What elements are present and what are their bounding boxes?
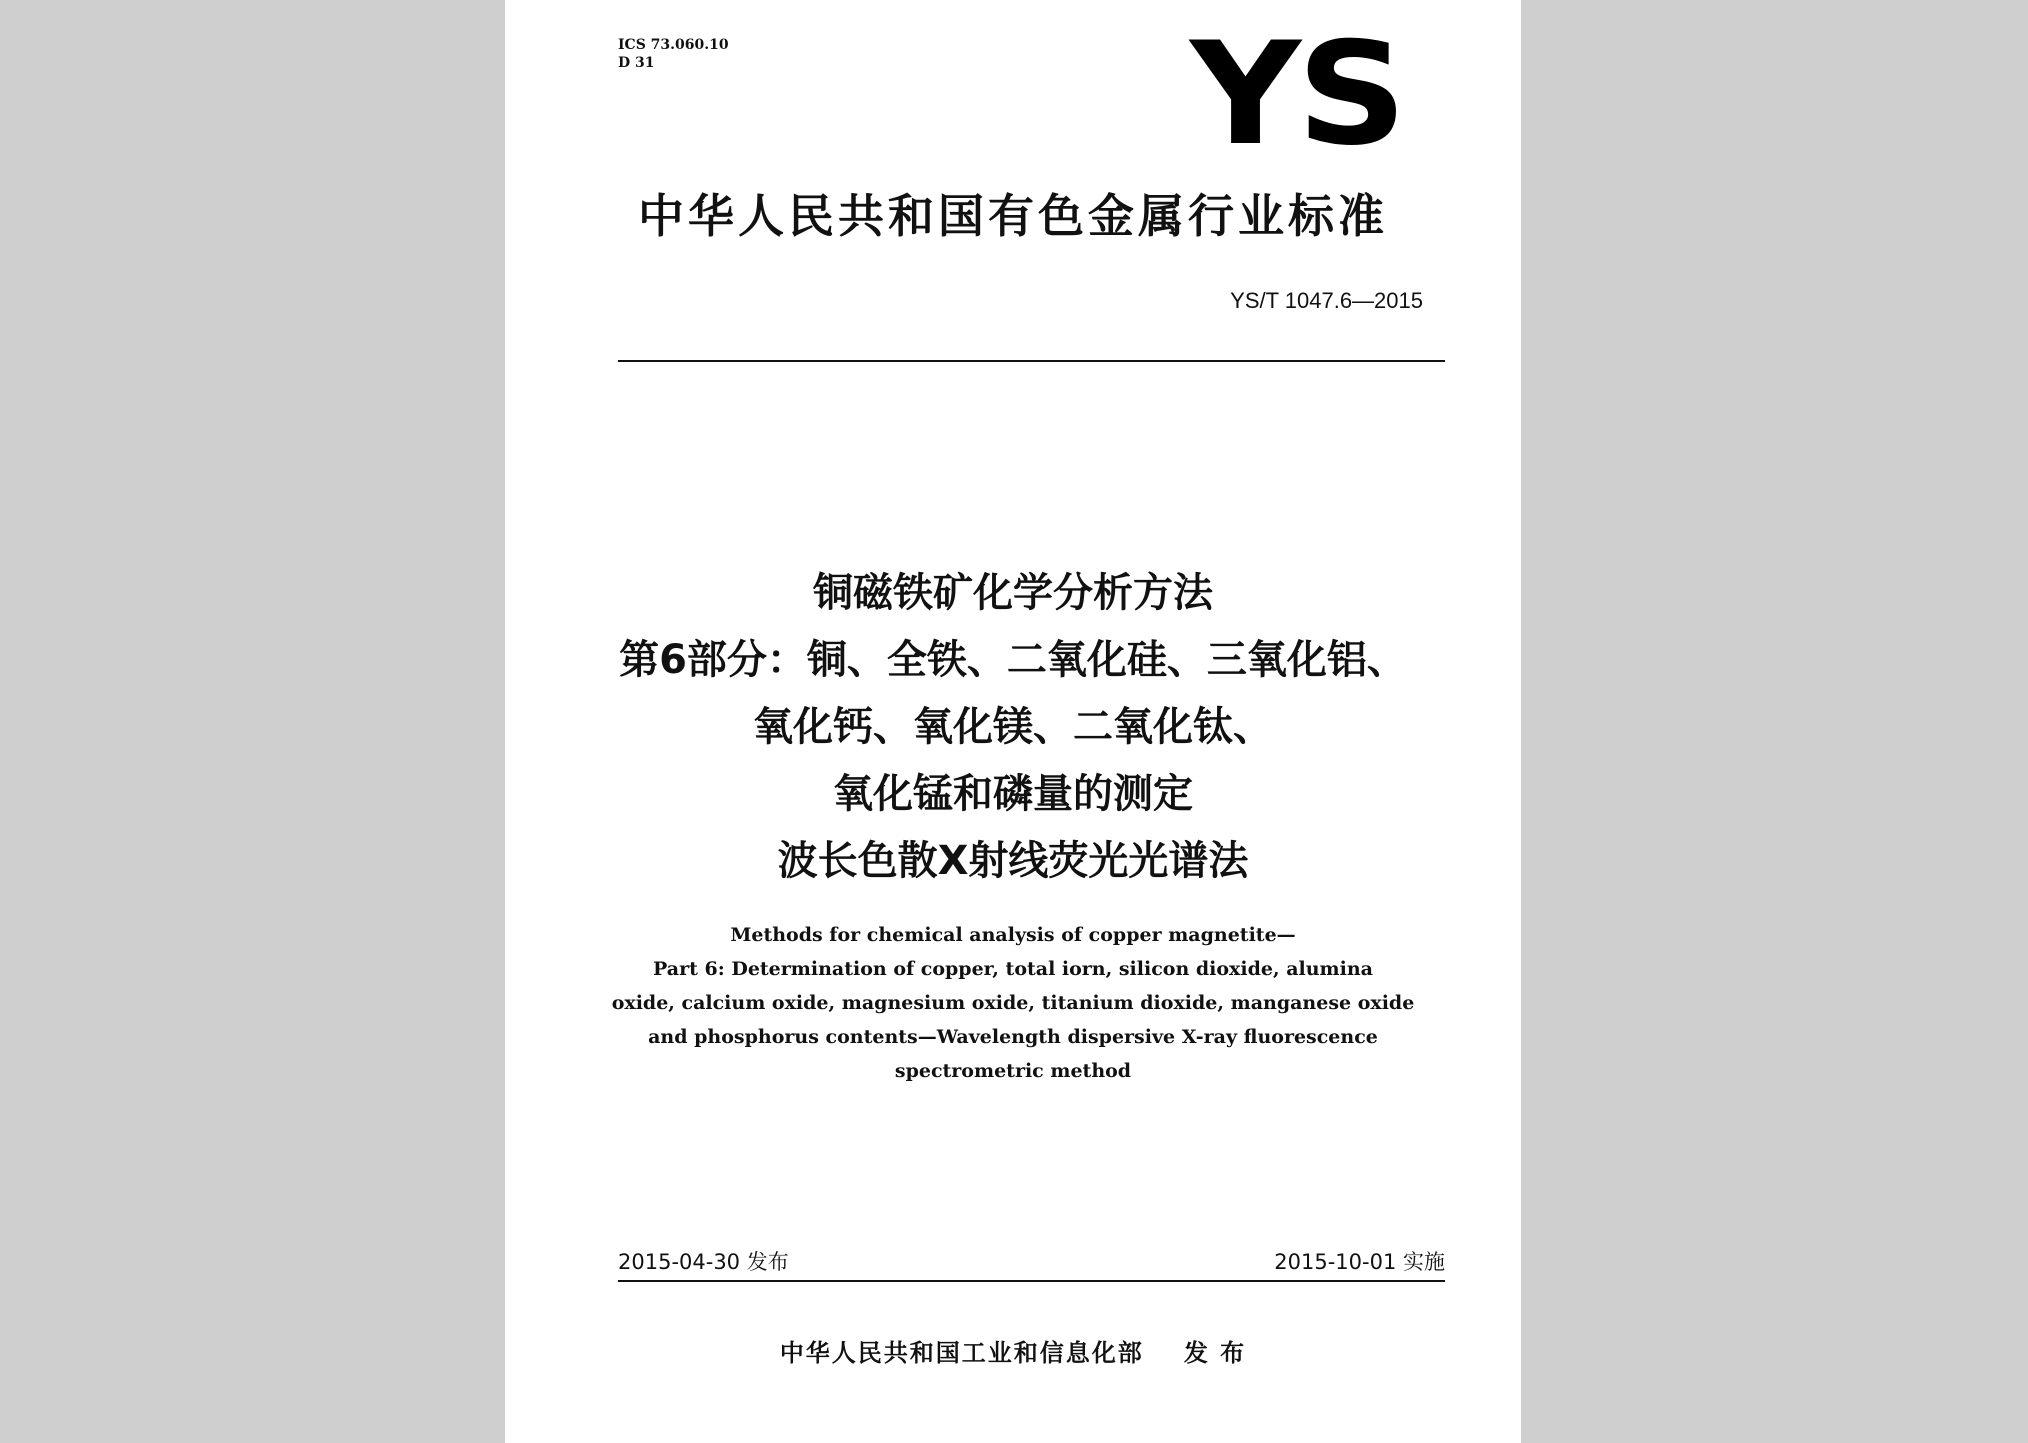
chinese-title-line: 氧化锰和磷量的测定: [833, 771, 1193, 817]
standard-number: YS/T 1047.6—2015: [1230, 288, 1423, 313]
ccs-code: D 31: [618, 55, 655, 71]
english-title-line: Methods for chemical analysis of copper magnetite—: [730, 924, 1296, 946]
chinese-title-line: 铜磁铁矿化学分析方法: [813, 570, 1213, 616]
classification-codes: [618, 36, 729, 72]
chinese-title: [505, 560, 1521, 895]
english-title-line: spectrometric method: [894, 1060, 1132, 1082]
top-divider: [618, 360, 1445, 362]
issue-action: 发 布: [1183, 1339, 1247, 1367]
ys-logo: YS: [1190, 12, 1403, 177]
chinese-title-line: 第6部分：铜、全铁、二氧化硅、三氧化铝、: [619, 637, 1407, 683]
english-title-line: Part 6: Determination of copper, total iorn, silicon dioxide, alumina: [653, 958, 1373, 980]
issuer-name: 中华人民共和国工业和信息化部: [779, 1339, 1144, 1367]
issuer-line: [505, 1333, 1521, 1368]
english-title-line: oxide, calcium oxide, magnesium oxide, titanium dioxide, manganese oxide: [611, 992, 1415, 1014]
bottom-divider: [618, 1280, 1445, 1282]
implementation-date: 2015-10-01 实施: [1274, 1250, 1445, 1274]
chinese-title-line: 氧化钙、氧化镁、二氧化钛、: [753, 704, 1273, 750]
document-page: [505, 0, 1521, 1443]
issue-date: 2015-04-30 发布: [618, 1250, 789, 1274]
english-title: [505, 918, 1521, 1088]
organization-title: 中华人民共和国有色金属行业标准: [638, 189, 1388, 243]
ics-code: ICS 73.060.10: [618, 37, 729, 53]
english-title-line: and phosphorus contents—Wavelength dispersive X-ray fluorescence: [648, 1026, 1378, 1048]
chinese-title-line: 波长色散X射线荧光光谱法: [777, 838, 1249, 884]
